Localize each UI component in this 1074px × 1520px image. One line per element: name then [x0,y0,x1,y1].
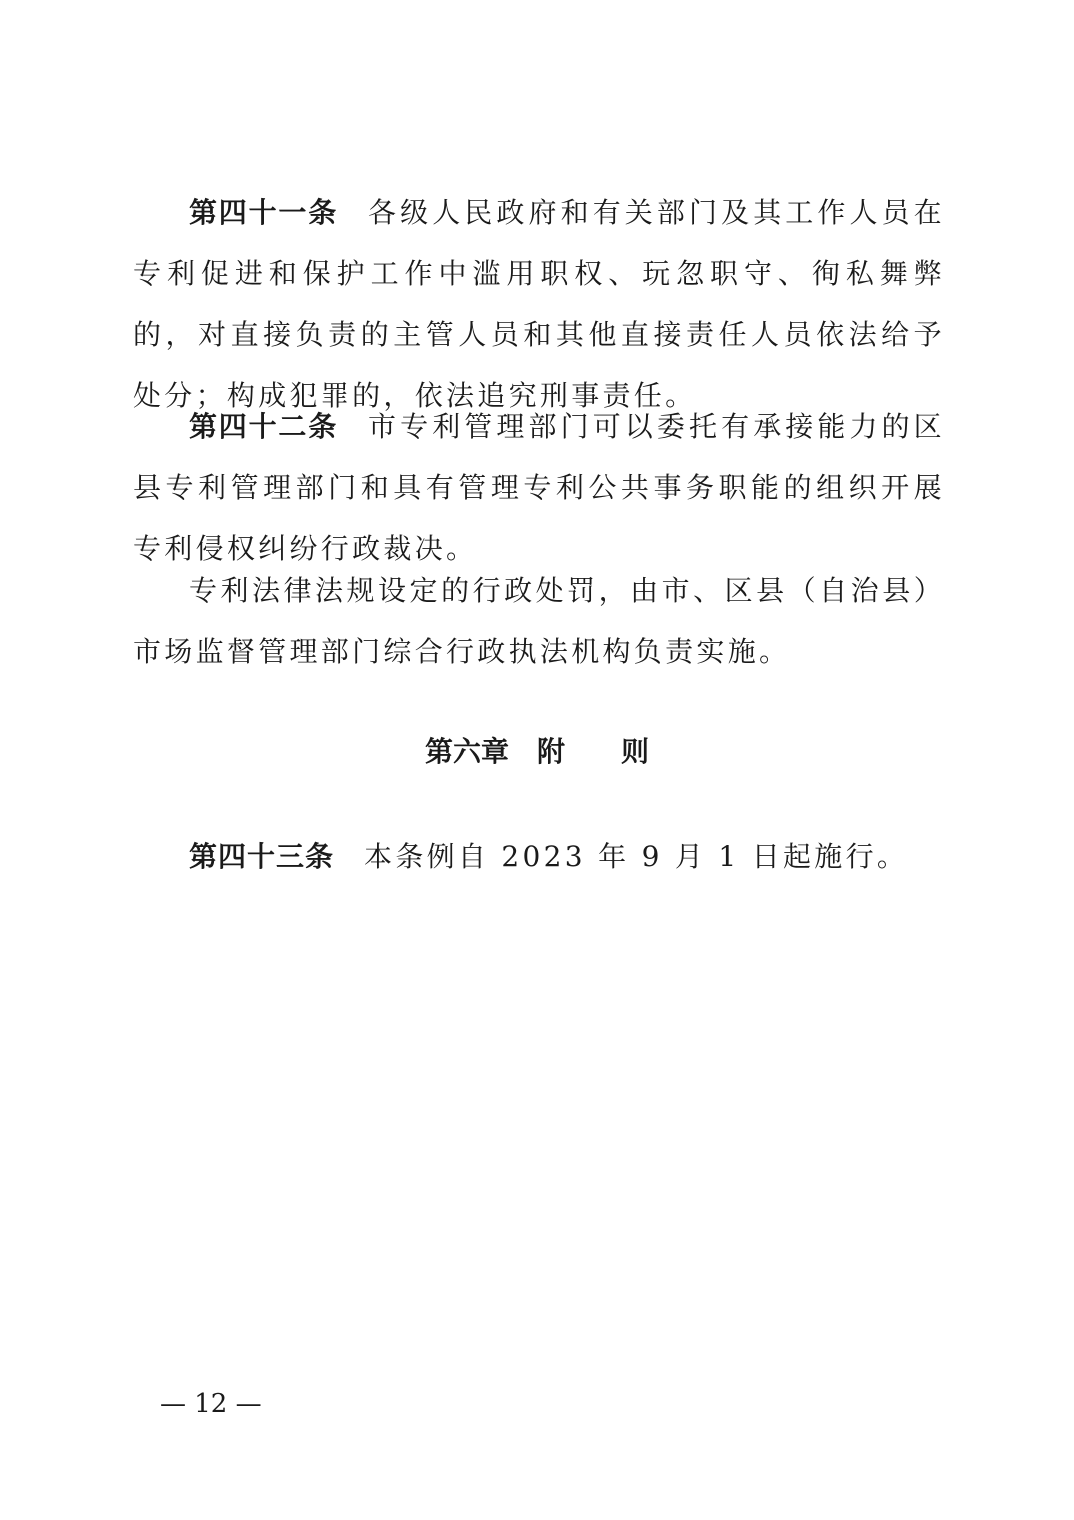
article-42 [133,396,945,579]
article-41-text: 各级人民政府和有关部门及其工作人员在专利促进和保护工作中滥用职权、玩忽职守、徇私舞弊的，对直接负责的主管人员和其他直接责任人员依法给予处分；构成犯罪的，依法追究刑事责任。 [133,196,945,412]
page-number: — 12 — [160,1389,262,1419]
article-43-label: 第四十三条 [189,840,335,873]
article-42-label: 第四十二条 [189,410,338,443]
article-41 [133,182,945,426]
article-42-paragraph-2 [133,560,945,682]
article-42-text: 市专利管理部门可以委托有承接能力的区县专利管理部门和具有管理专利公共事务职能的组织开展专利侵权纠纷行政裁决。 [133,410,945,565]
chapter-heading: 第六章 附 则 [424,735,649,768]
article-42-paragraph-2-text: 专利法律法规设定的行政处罚，由市、区县（自治县）市场监督管理部门综合行政执法机构负责实施。 [133,574,945,668]
article-43-text: 本条例自 2023 年 9 月 1 日起施行。 [364,840,909,873]
article-43 [133,826,945,887]
article-41-label: 第四十一条 [189,196,338,229]
